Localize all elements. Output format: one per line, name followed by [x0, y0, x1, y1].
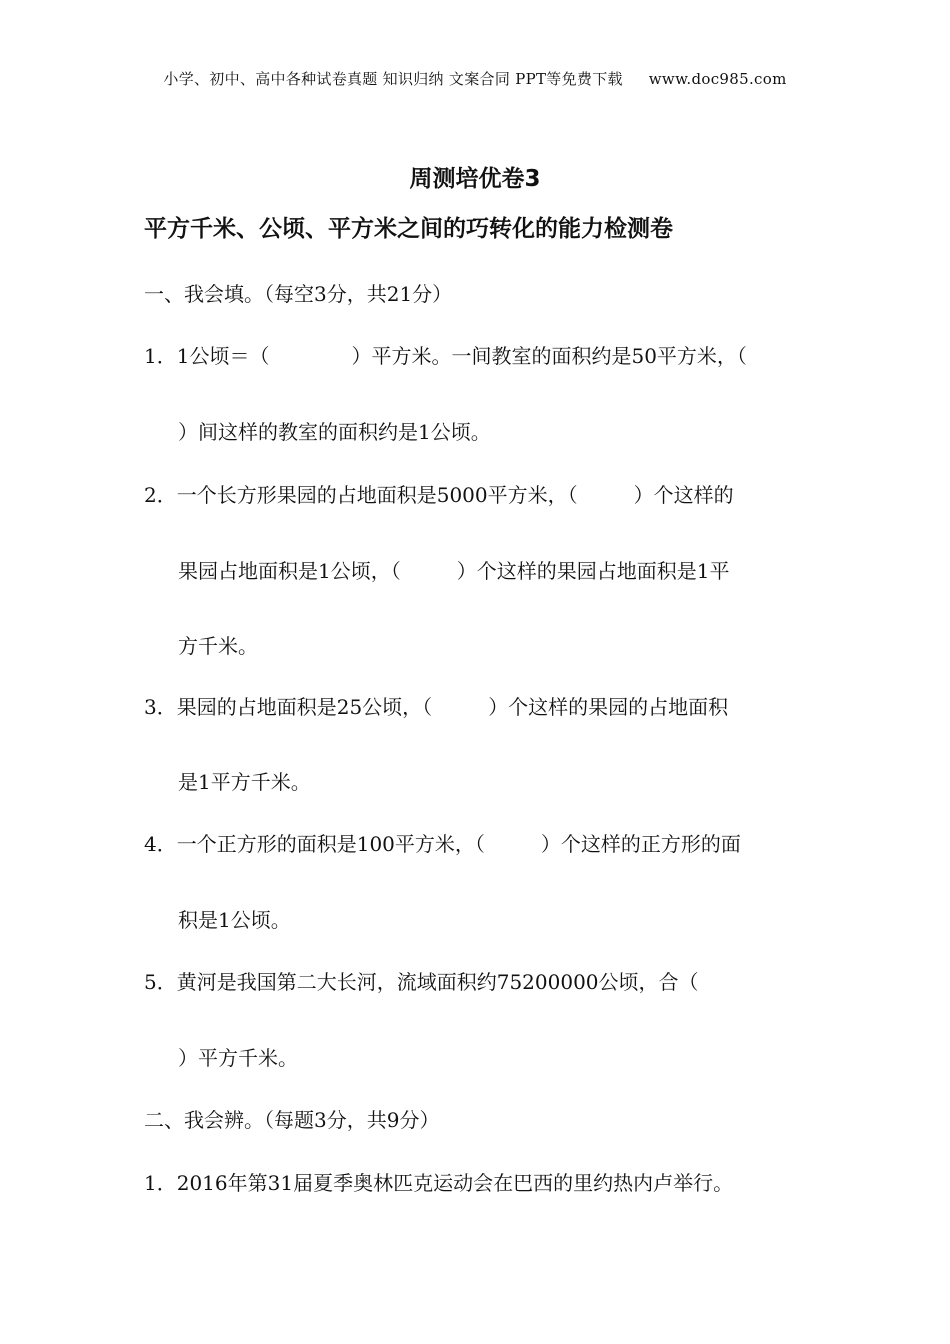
question-1-5-line1 — [144, 968, 699, 996]
question-text: 方千米。 — [178, 634, 258, 658]
question-text: ）间这样的教室的面积约是1公顷。 — [178, 420, 491, 444]
question-text: ）个这样的果园占地面积是1平 — [456, 559, 730, 583]
question-text: 是1平方千米。 — [178, 770, 311, 794]
question-number: 5． — [144, 970, 177, 994]
question-text: ）平方米。一间教室的面积约是50平方米，（ — [351, 344, 747, 368]
question-text: 积是1公顷。 — [178, 908, 291, 932]
question-1-2-line3 — [178, 632, 258, 660]
page-subtitle: 平方千米、公顷、平方米之间的巧转化的能力检测卷 — [144, 216, 673, 242]
question-text: 果园的占地面积是25公顷，（ — [176, 695, 433, 719]
question-text: 黄河是我国第二大长河，流域面积约75200000公顷，合（ — [176, 970, 699, 994]
question-text: 一个正方形的面积是100平方米，（ — [176, 832, 485, 856]
question-text: ）个这样的正方形的面 — [540, 832, 741, 856]
question-1-2-line2 — [178, 557, 729, 585]
page-header — [0, 68, 950, 89]
question-1-4-line2 — [178, 906, 291, 934]
question-1-4-line1 — [144, 830, 741, 858]
question-text: 1公顷＝（ — [176, 344, 270, 368]
question-text: ）个这样的果园的占地面积 — [488, 695, 729, 719]
header-text: 小学、初中、高中各种试卷真题 知识归纳 文案合同 PPT等免费下载 — [163, 70, 623, 88]
question-1-2-line1 — [144, 481, 734, 509]
question-number: 3． — [144, 695, 177, 719]
question-1-1-line2 — [178, 418, 491, 446]
question-1-1-line1 — [144, 342, 747, 370]
question-number: 4． — [144, 832, 177, 856]
question-2-1-line1 — [144, 1169, 733, 1197]
question-1-3-line1 — [144, 693, 728, 721]
question-number: 2． — [144, 483, 177, 507]
question-number: 1． — [144, 1171, 177, 1195]
question-text: 果园占地面积是1公顷，（ — [178, 559, 401, 583]
question-text: 一个长方形果园的占地面积是5000平方米，（ — [176, 483, 578, 507]
question-number: 1． — [144, 344, 177, 368]
question-1-3-line2 — [178, 768, 311, 796]
question-text: 2016年第31届夏季奥林匹克运动会在巴西的里约热内卢举行。 — [176, 1171, 734, 1195]
page-title: 周测培优卷3 — [409, 166, 541, 192]
section2-heading: 二、我会辨。（每题3分，共9分） — [144, 1108, 440, 1132]
header-site: www.doc985.com — [648, 70, 787, 88]
question-text: ）个这样的 — [633, 483, 734, 507]
question-text: ）平方千米。 — [178, 1046, 298, 1070]
section1-heading: 一、我会填。（每空3分，共21分） — [144, 282, 453, 306]
question-1-5-line2 — [178, 1044, 298, 1072]
